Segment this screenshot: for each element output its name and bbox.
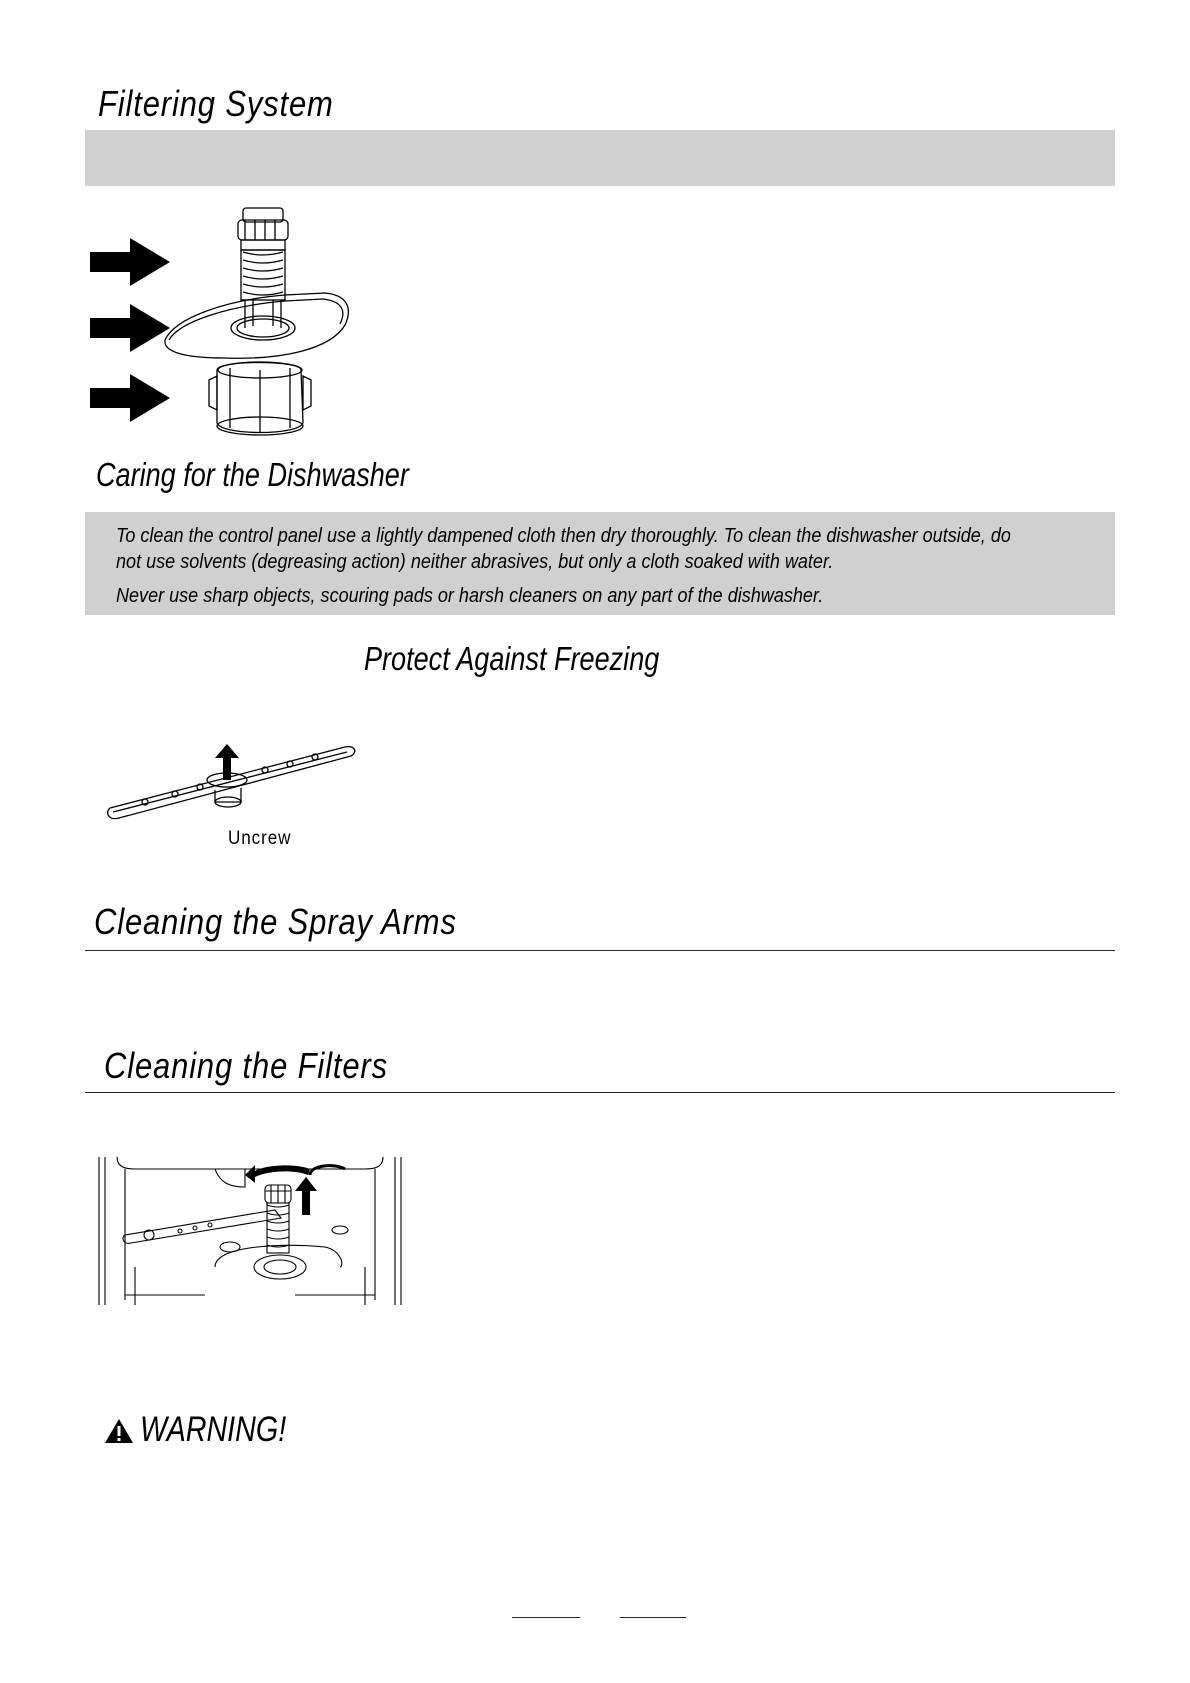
- caring-text-line-3: Never use sharp objects, scouring pads or harsh cleaners on any part of the dishwasher.: [116, 584, 824, 607]
- filters-rule: [85, 1092, 1115, 1093]
- filter-assembly-illustration: [85, 200, 365, 450]
- filtering-system-title: Filtering System: [98, 83, 334, 124]
- arrow-right-icon: [90, 238, 170, 286]
- arrow-up-icon: [295, 1177, 317, 1215]
- spray-arms-title: Cleaning the Spray Arms: [94, 901, 457, 942]
- filters-title: Cleaning the Filters: [104, 1045, 388, 1086]
- spray-arm-illustration: [105, 740, 365, 840]
- spray-arms-rule: [85, 950, 1115, 951]
- arrow-right-icon: [90, 374, 170, 422]
- caring-text-line-2: not use solvents (degreasing action) neither abrasives, but only a cloth soaked with water.: [116, 550, 834, 573]
- warning-title: WARNING!: [140, 1410, 287, 1449]
- uncrew-caption: Uncrew: [228, 828, 292, 849]
- arrow-up-icon: [215, 744, 239, 780]
- caring-text-line-1: To clean the control panel use a lightly dampened cloth then dry thoroughly. To clean the dishwasher outside, do: [116, 524, 1011, 547]
- dishwasher-interior-illustration: [95, 1155, 405, 1315]
- footer-rule-right: [620, 1617, 686, 1618]
- caring-title: Caring for the Dishwasher: [96, 456, 409, 493]
- freezing-title: Protect Against Freezing: [364, 640, 660, 677]
- arrow-right-icon: [90, 304, 170, 352]
- rotate-arrow-icon: [245, 1165, 310, 1183]
- warning-triangle-icon: [104, 1418, 134, 1444]
- footer-rule-left: [512, 1617, 580, 1618]
- filtering-system-band: [85, 130, 1115, 186]
